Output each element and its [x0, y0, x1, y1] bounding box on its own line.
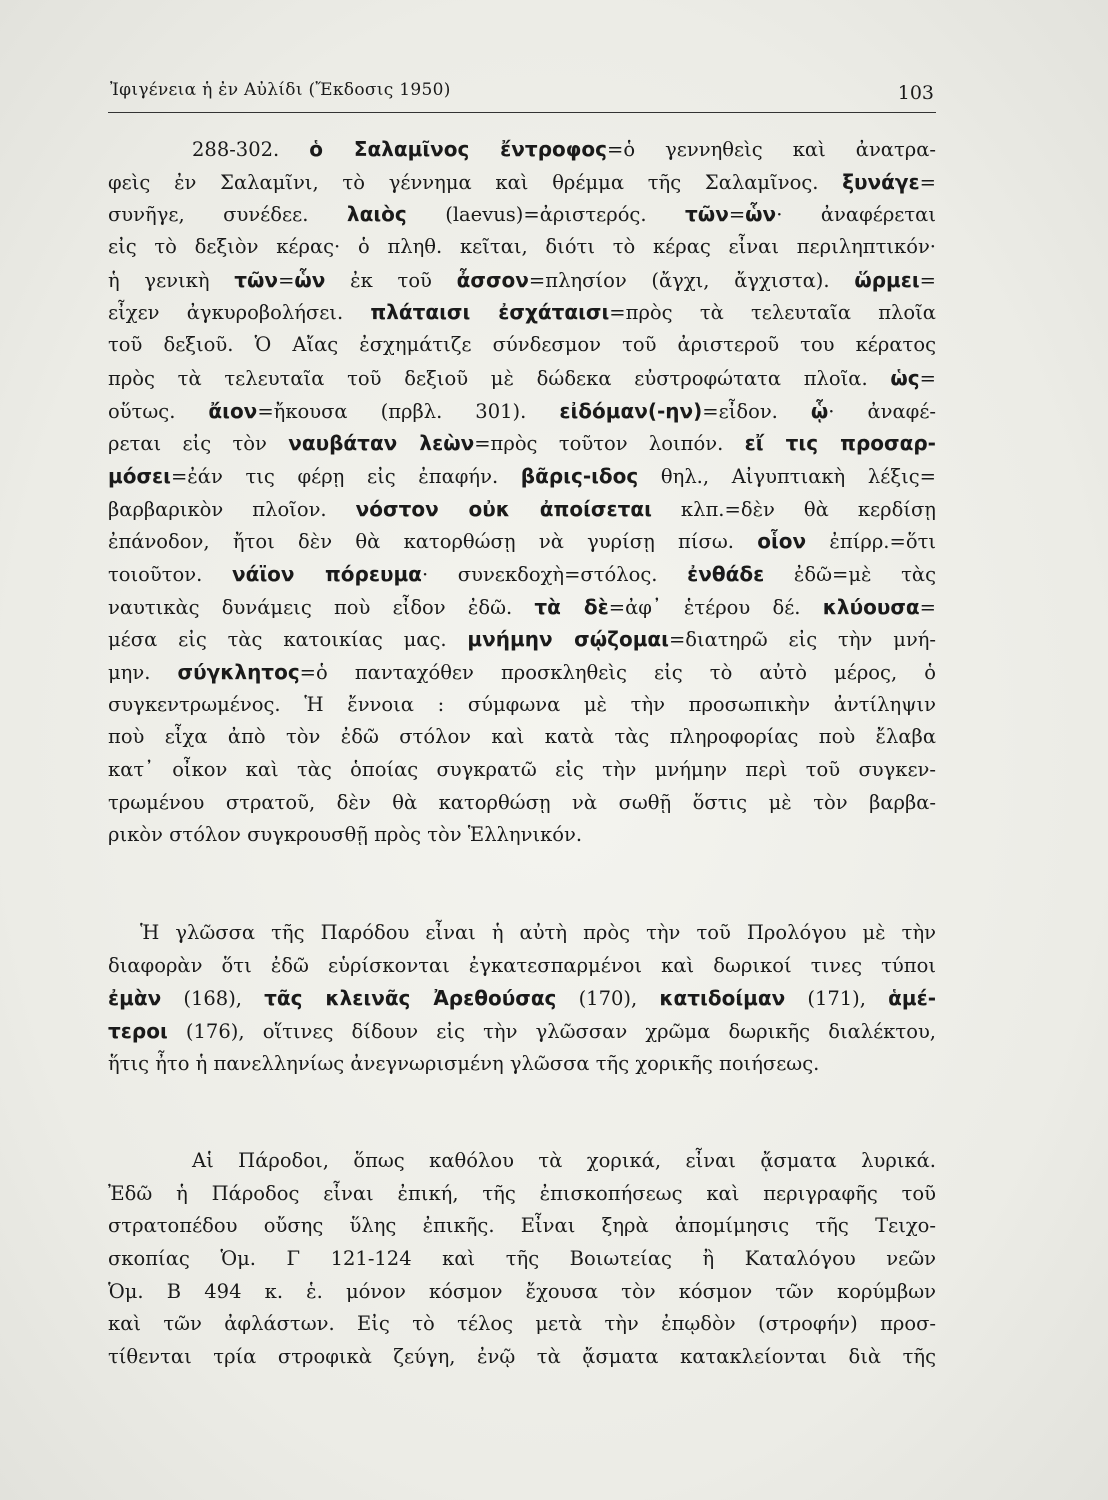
text-line: στρατοπέδου οὔσης ὕλης ἐπικῆς. Εἶναι ξηρὰ ἀπομίμησις τῆς Τειχο-: [108, 1214, 936, 1238]
text-line: βαρβαρικὸν πλοῖον. νόστον οὐκ ἀποίσεται κλπ.=δὲν θὰ κερδίσῃ: [108, 496, 936, 521]
text-line: τίθενται τρία στροφικὰ ζεύγη, ἐνῷ τὰ ᾄσματα κατακλείονται διὰ τῆς: [108, 1345, 936, 1369]
text-line: ἡ γενικὴ τῶν=ὧν ἐκ τοῦ ἆσσον=πλησίον (ἄγχι, ἄγχιστα). ὥρμει=: [108, 267, 936, 292]
text-line: Ὁμ. Β 494 κ. ἑ. μόνον κόσμον ἔχουσα τὸν κόσμον τῶν κορύμβων: [108, 1279, 936, 1303]
text-line: Ἐδῶ ἡ Πάροδος εἶναι ἐπική, τῆς ἐπισκοπήσεως καὶ περιγραφῆς τοῦ: [108, 1181, 936, 1205]
text-line: Ἡ γλῶσσα τῆς Παρόδου εἶναι ἡ αὐτὴ πρὸς τὴν τοῦ Προλόγου μὲ τὴν: [140, 921, 936, 944]
paragraph-language: [108, 917, 936, 1080]
text-line: Αἱ Πάροδοι, ὅπως καθόλου τὰ χορικά, εἶναι ᾄσματα λυρικά.: [192, 1149, 936, 1172]
page-header: [108, 72, 936, 113]
text-line: φεὶς ἐν Σαλαμῖνι, τὸ γέννημα καὶ θρέμμα τῆς Σαλαμῖνος. ξυνάγε=: [108, 169, 936, 194]
text-line: οὕτως. ἄιον=ἤκουσα (πρβλ. 301). εἰδόμαν(-ην)=εἶδον. ᾧ· ἀναφέ-: [108, 398, 937, 423]
text-line: σκοπίας Ὁμ. Γ 121-124 καὶ τῆς Βοιωτείας ἢ Καταλόγου νεῶν: [108, 1247, 936, 1271]
page-number: 103: [897, 82, 934, 104]
text-line: ρικὸν στόλον συγκρουσθῇ πρὸς τὸν Ἑλληνικόν.: [108, 823, 583, 847]
text-line: τοῦ δεξιοῦ. Ὁ Αἴας ἐσχημάτιζε σύνδεσμον τοῦ ἀριστεροῦ του κέρατος: [108, 333, 936, 357]
text-line: τρωμένου στρατοῦ, δὲν θὰ κατορθώσῃ νὰ σωθῇ ὅστις μὲ τὸν βαρβα-: [108, 790, 936, 814]
text-line: ἐμὰν (168), τᾶς κλεινᾶς Ἀρεθούσας (170), κατιδοίμαν (171), ἁμέ-: [108, 986, 937, 1011]
text-line: διαφορὰν ὅτι ἐδῶ εὑρίσκονται ἐγκατεσπαρμένοι καὶ δωρικοί τινες τύποι: [108, 953, 936, 977]
text-line: ποὺ εἶχα ἀπὸ τὸν ἐδῶ στόλον καὶ κατὰ τὰς πληροφορίας ποὺ ἔλαβα: [108, 725, 936, 749]
text-line: μέσα εἰς τὰς κατοικίας μας. μνήμην σῴζομαι=διατηρῶ εἰς τὴν μνή-: [108, 627, 936, 652]
text-line: καὶ τῶν ἀφλάστων. Εἰς τὸ τέλος μετὰ τὴν ἐπῳδὸν (στροφήν) προσ-: [108, 1312, 936, 1336]
text-line: συνῆγε, συνέδεε. λαιὸς (laevus)=ἀριστερός. τῶν=ὧν· ἀναφέρεται: [108, 202, 936, 227]
text-line: συγκεντρωμένος. Ἡ ἔννοια : σύμφωνα μὲ τὴν προσωπικὴν ἀντίληψιν: [108, 692, 936, 716]
text-line: 288-302. ὁ Σαλαμῖνος ἔντροφος=ὁ γεννηθεὶς καὶ ἀνατρα-: [192, 137, 936, 161]
text-line: ἥτις ἦτο ἡ πανελληνίως ἀνεγνωρισμένη γλῶσσα τῆς χορικῆς ποιήσεως.: [108, 1051, 820, 1075]
text-line: πρὸς τὰ τελευταῖα τοῦ δεξιοῦ μὲ δώδεκα εὐστροφώτατα πλοῖα. ὡς=: [108, 365, 936, 390]
text-line: μην. σύγκλητος=ὁ πανταχόθεν προσκληθεὶς εἰς τὸ αὐτὸ μέρος, ὁ: [108, 660, 936, 684]
text-line: ναυτικὰς δυνάμεις ποὺ εἶδον ἐδῶ. τὰ δὲ=ἀφ᾿ ἑτέρου δέ. κλύουσα=: [108, 594, 936, 619]
text-line: εἶχεν ἀγκυροβολήσει. πλάταισι ἐσχάταισι=πρὸς τὰ τελευταῖα πλοῖα: [108, 300, 936, 325]
running-title: Ἰφιγένεια ἡ ἐν Αὐλίδι (Ἔκδοσις 1950): [110, 80, 451, 100]
text-line: τεροι (176), οἵτινες δίδουν εἰς τὴν γλῶσσαν χρῶμα δωρικῆς διαλέκτου,: [108, 1019, 936, 1044]
text-line: εἰς τὸ δεξιὸν κέρας· ὁ πληθ. κεῖται, διότι τὸ κέρας εἶναι περιληπτικόν·: [108, 235, 936, 259]
text-line: κατ᾿ οἶκον καὶ τὰς ὁποίας συγκρατῶ εἰς τὴν μνήμην περὶ τοῦ συγκεν-: [108, 758, 936, 782]
text-line: μόσει=ἐάν τις φέρῃ εἰς ἐπαφήν. βᾶρις-ιδος θηλ., Αἰγυπτιακὴ λέξις=: [108, 463, 936, 488]
text-line: ρεται εἰς τὸν ναυβάταν λεὼν=πρὸς τοῦτον λοιπόν. εἴ τις προσαρ-: [108, 431, 936, 456]
text-line: τοιοῦτον. νάϊον πόρευμα· συνεκδοχὴ=στόλος. ἐνθάδε ἐδῶ=μὲ τὰς: [108, 561, 937, 586]
text-line: ἐπάνοδον, ἤτοι δὲν θὰ κατορθώσῃ νὰ γυρίσῃ πίσω. οἷον ἐπίρρ.=ὅτι: [108, 529, 936, 554]
commentary-note: [108, 133, 936, 852]
paragraph-parodos: [108, 1145, 936, 1374]
